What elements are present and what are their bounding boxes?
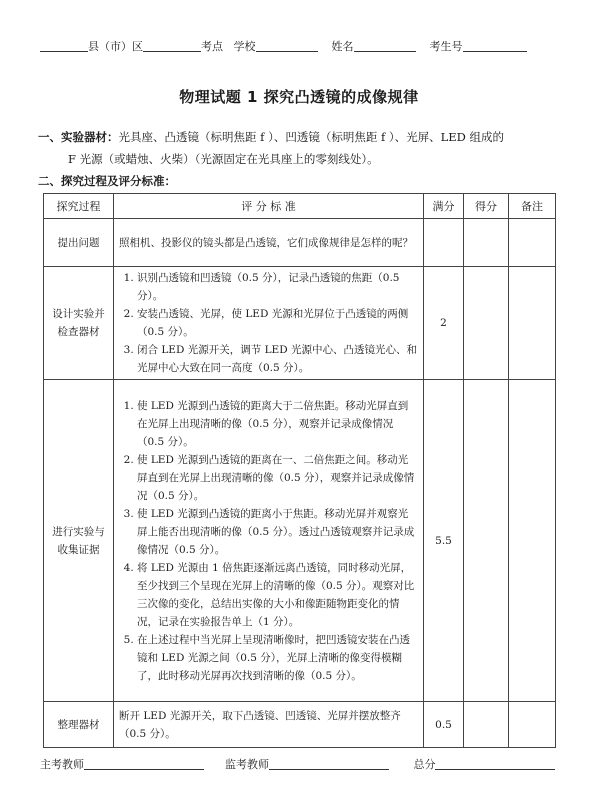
full-score-cell: 5.5 (424, 380, 464, 702)
name-label: 姓名 (331, 40, 354, 53)
stage-cell: 提出问题 (44, 219, 114, 267)
table-row (44, 219, 556, 267)
criteria-cell (114, 267, 424, 380)
stage-cell: 进行实验与收集证据 (44, 380, 114, 702)
equipment-heading: 一、实验器材： (38, 130, 119, 144)
exam-site-label: 考点 (201, 40, 223, 53)
criteria-item: 1. 识别凸透镜和凹透镜（0.5 分），记录凸透镜的焦距（0.5 分）。 (137, 269, 418, 305)
chief-teacher-blank[interactable] (84, 758, 204, 770)
invigilator-label: 监考教师 (224, 758, 269, 771)
school-label: 学校 (233, 40, 256, 53)
table-row (44, 267, 556, 380)
table-row (44, 380, 556, 702)
criteria-item: 5. 在上述过程中当光屏上呈现清晰像时，把凹透镜安装在凸透镜和 LED 光源之间（0.5 分），光屏上清晰的像变得模糊了，此时移动光屏再次找到清晰的像（0.5 分）。 (137, 631, 418, 685)
score-input-cell[interactable] (464, 702, 509, 748)
school-blank[interactable] (256, 40, 318, 52)
table-row (44, 702, 556, 748)
header-criteria: 评 分 标 准 (114, 194, 424, 219)
header-process: 探究过程 (44, 194, 114, 219)
remark-cell[interactable] (509, 702, 556, 748)
exam-number-label: 考生号 (429, 40, 463, 53)
full-score-cell: 0.5 (424, 702, 464, 748)
invigilator-blank[interactable] (269, 758, 389, 770)
criteria-cell: 断开 LED 光源开关，取下凸透镜、凹透镜、光屏并摆放整齐（0.5 分）。 (114, 702, 424, 748)
total-score-label: 总分 (413, 758, 436, 771)
criteria-cell: 照相机、投影仪的镜头都是凸透镜，它们成像规律是怎样的呢？ (114, 219, 424, 267)
score-input-cell[interactable] (464, 380, 509, 702)
header-full-score: 满分 (424, 194, 464, 219)
remark-cell[interactable] (509, 380, 556, 702)
signature-line (40, 756, 560, 772)
full-score-cell: 2 (424, 267, 464, 380)
criteria-item: 3. 闭合 LED 光源开关，调节 LED 光源中心、凸透镜光心、和光屏中心大致在同一高度（0.5 分）。 (137, 341, 418, 377)
criteria-item: 1. 使 LED 光源到凸透镜的距离大于二倍焦距。移动光屏直到在光屏上出现清晰的像（0.5 分），观察并记录成像情况（0.5 分）。 (137, 397, 418, 451)
criteria-cell (114, 380, 424, 702)
remark-cell[interactable] (509, 219, 556, 267)
criteria-item: 3. 使 LED 光源到凸透镜的距离小于焦距。移动光屏并观察光屏上能否出现清晰的像（0.5 分）。透过凸透镜观察并记录成像情况（0.5 分）。 (137, 505, 418, 559)
county-blank[interactable] (40, 40, 88, 52)
exam-site-blank[interactable] (143, 40, 201, 52)
criteria-item: 4. 将 LED 光源由 1 倍焦距逐渐远离凸透镜，同时移动光屏，至少找到三个呈现在光屏上的清晰的像（0.5 分）。观察对比三次像的变化，总结出实像的大小和像距随物距变化的情况，记录在实验报告单上（1 分）。 (137, 559, 418, 631)
name-blank[interactable] (354, 40, 416, 52)
chief-teacher-label: 主考教师 (40, 758, 84, 771)
procedure-heading-block (38, 170, 563, 192)
full-score-cell (424, 219, 464, 267)
header-score-obtained: 得分 (464, 194, 509, 219)
equipment-text-2: F 光源（或蜡烛、火柴）（光源固定在光具座上的零刻线处）。 (68, 152, 379, 166)
total-score-blank[interactable] (435, 758, 555, 770)
county-label: 县（市）区 (88, 40, 143, 53)
candidate-info-line (40, 38, 560, 54)
score-input-cell[interactable] (464, 267, 509, 380)
equipment-section (38, 126, 563, 170)
table-header-row (44, 194, 556, 219)
stage-cell: 整理器材 (44, 702, 114, 748)
remark-cell[interactable] (509, 267, 556, 380)
criteria-item: 2. 使 LED 光源到凸透镜的距离在一、二倍焦距之间。移动光屏直到在光屏上出现清晰的像（0.5 分），观察并记录成像情况（0.5 分）。 (137, 451, 418, 505)
scoring-table (43, 193, 556, 748)
criteria-item: 2. 安装凸透镜、光屏，使 LED 光源和光屏位于凸透镜的两侧（0.5 分）。 (137, 305, 418, 341)
score-input-cell[interactable] (464, 219, 509, 267)
procedure-heading: 二、探究过程及评分标准： (38, 174, 176, 188)
exam-number-blank[interactable] (463, 40, 527, 52)
equipment-text-1: 光具座、凸透镜（标明焦距 f ）、凹透镜（标明焦距 f ）、光屏、LED 组成的 (118, 130, 505, 144)
stage-cell: 设计实验并检查器材 (44, 267, 114, 380)
page-title: 物理试题 1 探究凸透镜的成像规律 (179, 88, 419, 106)
header-remarks: 备注 (509, 194, 556, 219)
